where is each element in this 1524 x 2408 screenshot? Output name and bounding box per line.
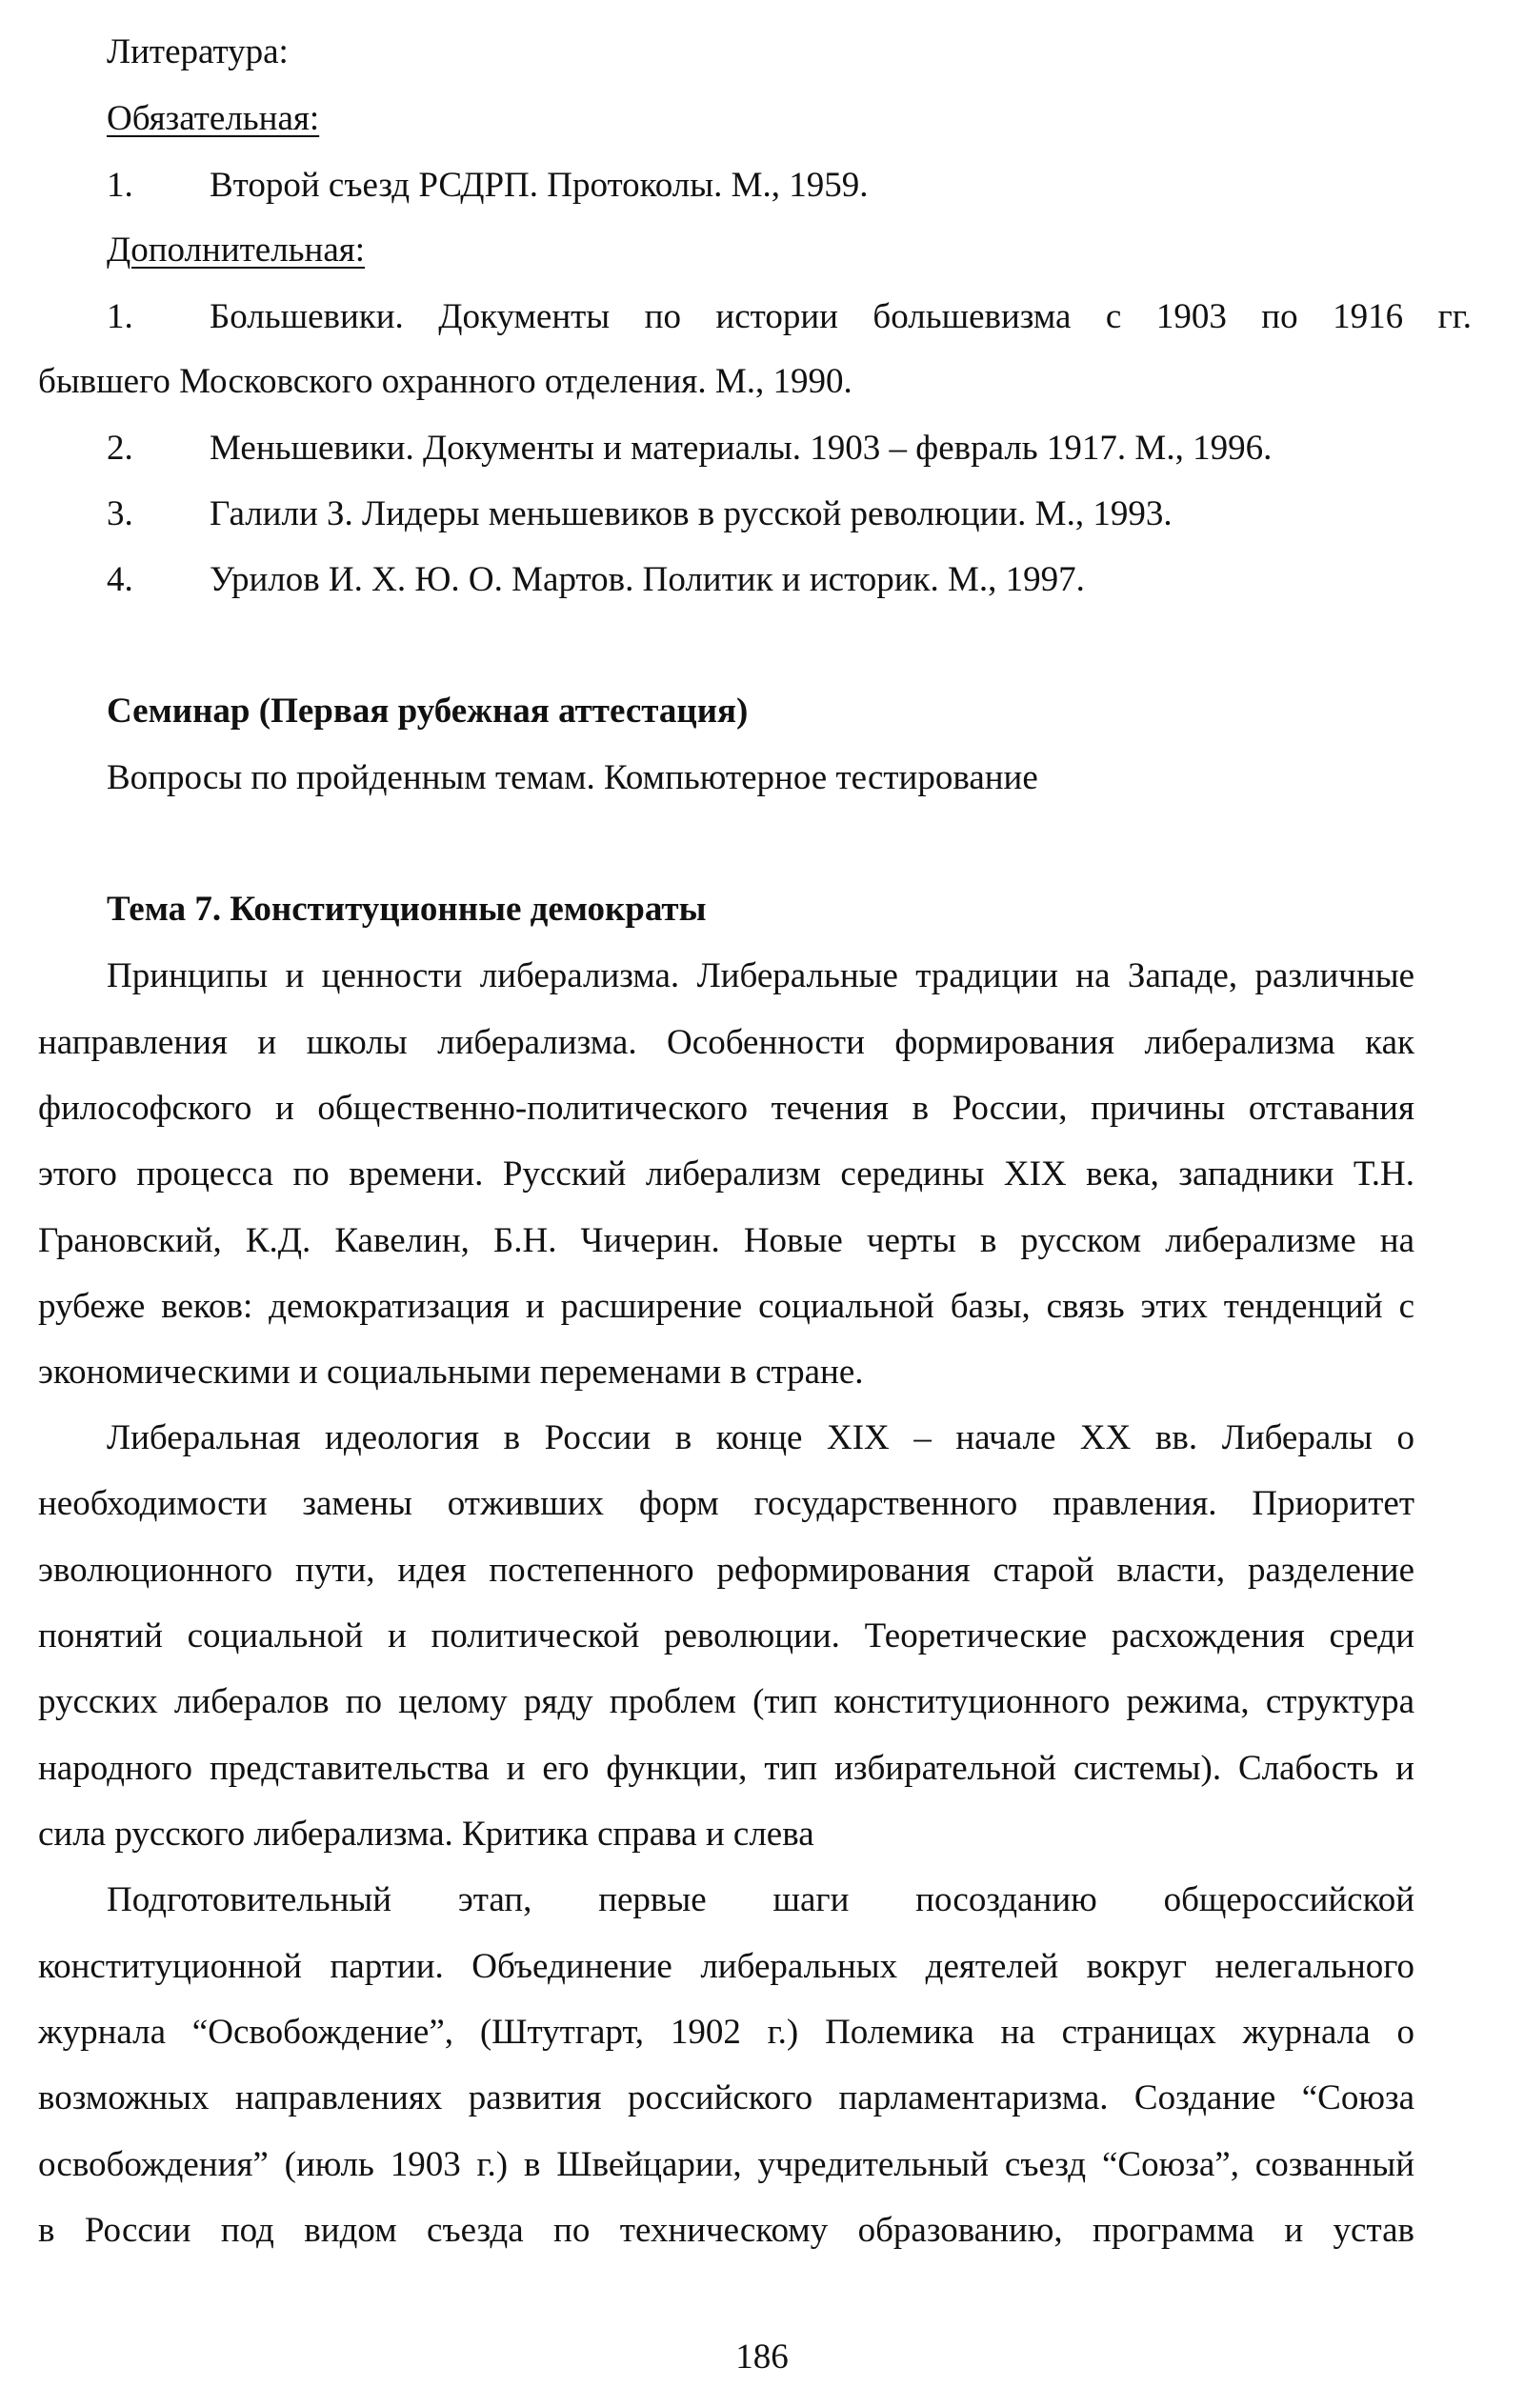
paragraph-3-line-3: журнала “Освобождение”, (Штутгарт, 1902 г.) Полемика на страницах журнала о — [38, 2013, 1414, 2052]
paragraph-2-line-7: сила русского либерализма. Критика справа и слева — [38, 1815, 814, 1854]
seminar-title: Семинар (Первая рубежная аттестация) — [107, 692, 749, 731]
additional-item-4-text: Урилов И. Х. Ю. О. Мартов. Политик и историк. М., 1997. — [210, 560, 1085, 599]
additional-item-1-text-cont: бывшего Московского охранного отделения. М., 1990. — [38, 362, 852, 401]
paragraph-2-line-4: понятий социальной и политической революции. Теоретические расхождения среди — [38, 1616, 1414, 1656]
paragraph-1-line-2: направления и школы либерализма. Особенности формирования либерализма как — [38, 1023, 1414, 1062]
paragraph-3-line-6: в России под видом съезда по техническому образованию, программа и устав — [38, 2211, 1414, 2250]
page-number: 186 — [735, 2338, 789, 2377]
required-literature-label: Обязательная: — [107, 99, 320, 138]
seminar-text: Вопросы по пройденным темам. Компьютерное тестирование — [107, 758, 1038, 797]
paragraph-2-line-5: русских либералов по целому ряду проблем (тип конституционного режима, структура — [38, 1682, 1414, 1721]
additional-item-1-text: Большевики. Документы по истории большевизма с 1903 по 1916 гг. — [210, 297, 1472, 336]
required-item-1-text: Второй съезд РСДРП. Протоколы. М., 1959. — [210, 166, 869, 205]
literature-heading: Литература: — [107, 32, 289, 71]
additional-item-3-number: 3. — [107, 494, 133, 533]
additional-item-1-number: 1. — [107, 297, 133, 336]
additional-item-2-number: 2. — [107, 429, 133, 468]
paragraph-1-line-7: экономическими и социальными переменами в стране. — [38, 1353, 864, 1392]
paragraph-2-line-6: народного представительства и его функции, тип избирательной системы). Слабость и — [38, 1749, 1414, 1788]
additional-item-3-text: Галили З. Лидеры меньшевиков в русской революции. М., 1993. — [210, 494, 1173, 533]
paragraph-3-line-2: конституционной партии. Объединение либеральных деятелей вокруг нелегального — [38, 1947, 1414, 1986]
topic-title: Тема 7. Конституционные демократы — [107, 890, 707, 929]
paragraph-1-line-3: философского и общественно-политического течения в России, причины отставания — [38, 1089, 1414, 1128]
additional-literature-label: Дополнительная: — [107, 231, 366, 270]
paragraph-2-line-1: Либеральная идеология в России в конце XIX – начале XX вв. Либералы о — [107, 1418, 1414, 1457]
paragraph-2-line-3: эволюционного пути, идея постепенного реформирования старой власти, разделение — [38, 1551, 1414, 1590]
paragraph-1-line-1: Принципы и ценности либерализма. Либеральные традиции на Западе, различные — [107, 956, 1414, 995]
paragraph-3-line-4: возможных направлениях развития российского парламентаризма. Создание “Союза — [38, 2078, 1414, 2117]
additional-item-4-number: 4. — [107, 560, 133, 599]
required-item-1-number: 1. — [107, 166, 133, 205]
paragraph-3-line-5: освобождения” (июль 1903 г.) в Швейцарии, учредительный съезд “Союза”, созванный — [38, 2145, 1414, 2184]
paragraph-1-line-6: рубеже веков: демократизация и расширение социальной базы, связь этих тенденций с — [38, 1287, 1414, 1326]
paragraph-1-line-5: Грановский, К.Д. Кавелин, Б.Н. Чичерин. Новые черты в русском либерализме на — [38, 1221, 1414, 1260]
paragraph-2-line-2: необходимости замены отживших форм государственного правления. Приоритет — [38, 1484, 1414, 1523]
additional-item-2-text: Меньшевики. Документы и материалы. 1903 – февраль 1917. М., 1996. — [210, 429, 1273, 468]
paragraph-3-line-1: Подготовительный этап, первые шаги посозданию общероссийской — [107, 1880, 1414, 1919]
paragraph-1-line-4: этого процесса по времени. Русский либерализм середины XIX века, западники Т.Н. — [38, 1154, 1414, 1194]
